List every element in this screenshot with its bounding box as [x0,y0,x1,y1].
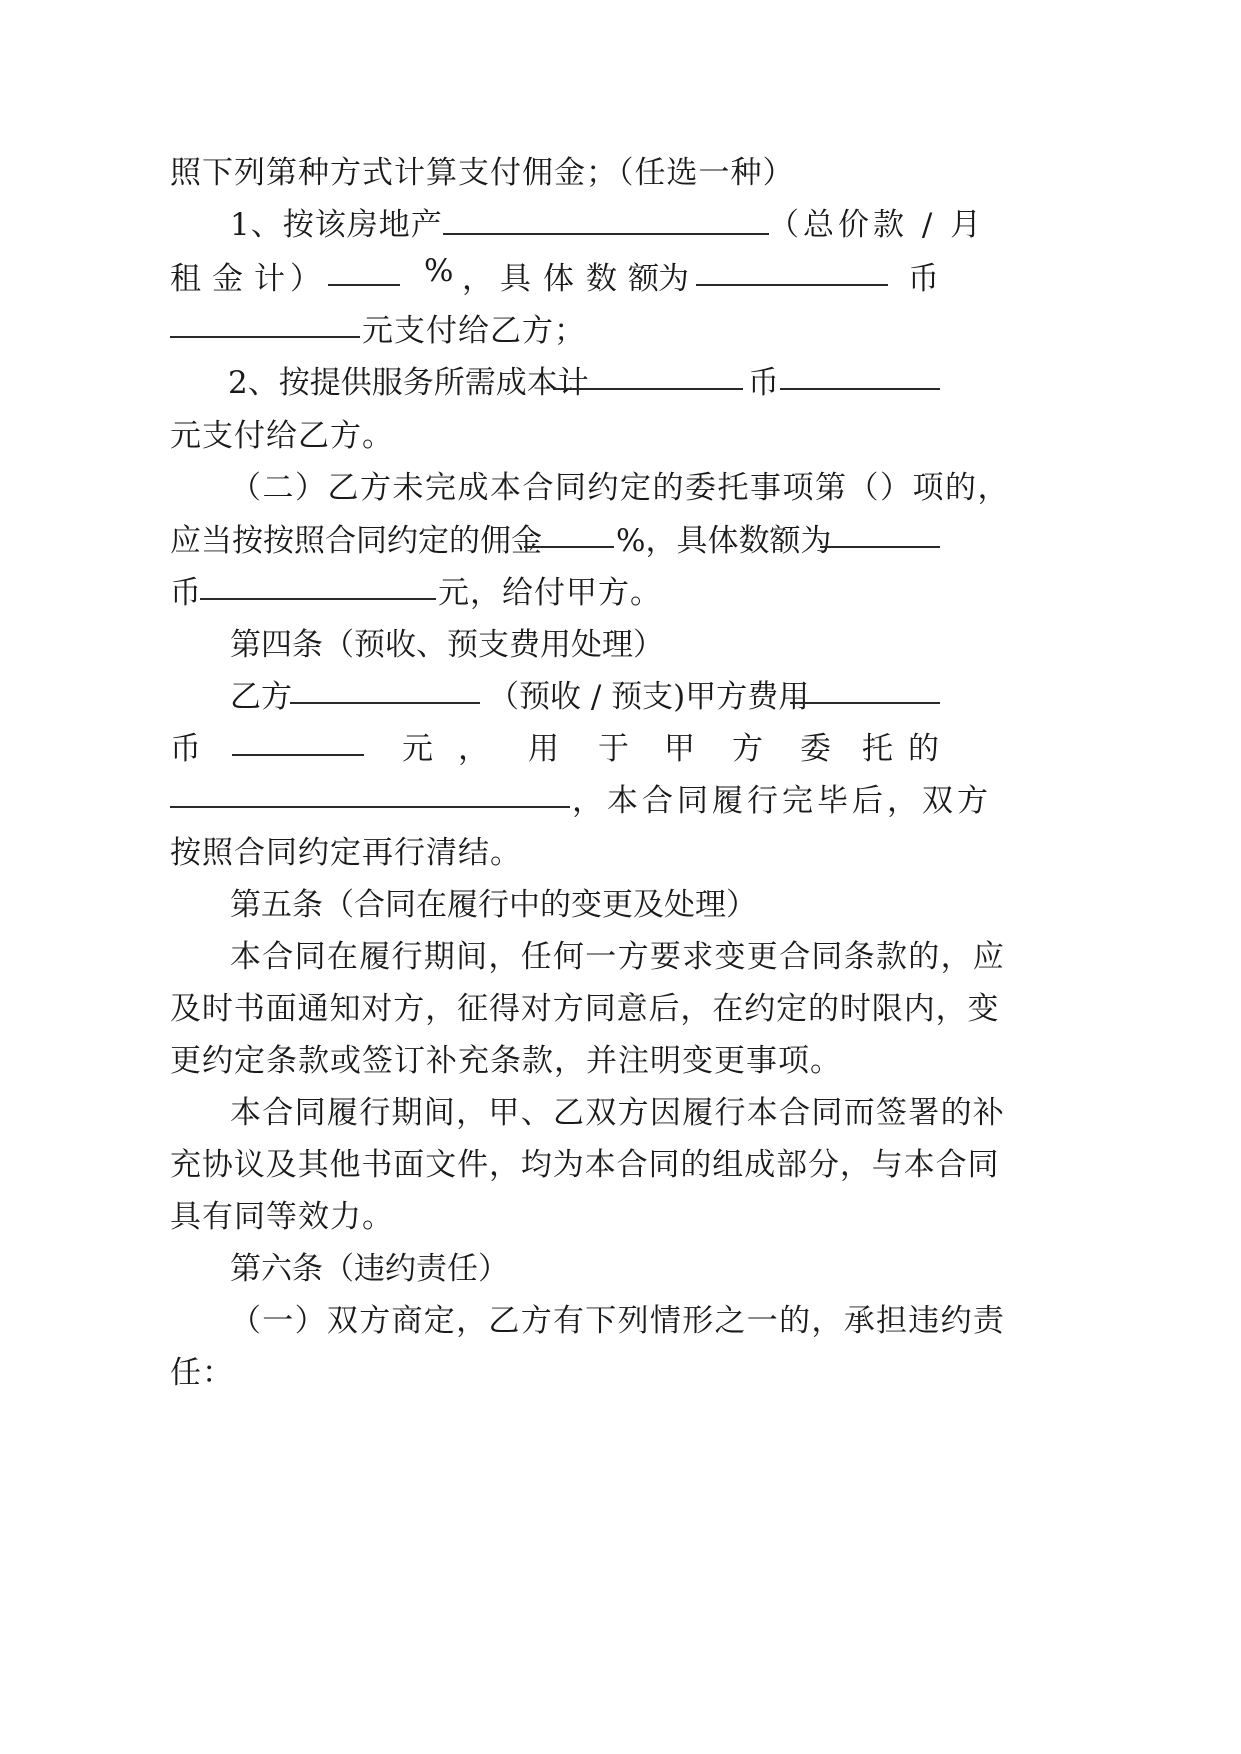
text-segment: （预收 / 预支)甲方费用 [488,679,810,715]
text-segment: ） [290,261,321,297]
paragraph-line: 元支付给乙方。 [170,418,394,454]
section-heading: 第四条（预收、预支费用处理） [230,627,664,663]
text-segment: %，具体数额为 [616,523,832,559]
paragraph-line: 按照合同约定再行清结。 [170,835,522,871]
text-segment: % [424,253,454,289]
text-segment: 应当按按照合同约定的佣金 [170,523,542,559]
text-segment: 2、按提供服务所需成本计 [228,365,589,401]
paragraph-line: 任： [170,1355,234,1391]
fill-blank [232,726,364,756]
text-segment: 体 [543,261,574,297]
text-segment: 于 [598,731,629,767]
fill-blank [170,778,570,808]
text-segment: 额 [628,261,659,297]
paragraph-line [230,199,769,244]
paragraph-line: 更约定条款或签订补充条款，并注明变更事项。 [170,1043,842,1079]
section-heading: 第五条（合同在履行中的变更及处理） [230,887,757,923]
fill-blank [780,360,940,390]
fill-blank [328,256,400,286]
text-segment: 的 [908,731,939,767]
paragraph-line: 充协议及其他书面文件，均为本合同的组成部分，与本合同 [170,1147,1000,1183]
paragraph-line: 及时书面通知对方，征得对方同意后，在约定的时限内，变 [170,991,1000,1027]
fill-blank [290,674,480,704]
text-segment: 计 [254,261,285,297]
text-segment: 数 [586,261,617,297]
fill-blank [790,674,940,704]
paragraph-line: 具有同等效力。 [170,1199,394,1235]
text-segment: 委 [800,731,831,767]
text-segment: 为 [658,261,689,297]
text-segment: ， [462,261,493,297]
fill-blank [524,518,614,548]
text-segment: 租 [170,261,201,297]
fill-blank [200,570,436,600]
text-segment: 币 [748,365,779,401]
paragraph-line: （二）乙方未完成本合同约定的委托事项第（）项的， [230,470,1010,506]
paragraph-line: （一）双方商定，乙方有下列情形之一的，承担违约责 [230,1303,1006,1339]
text-segment: 金 [212,261,243,297]
text-segment: 托 [862,731,893,767]
paragraph-line: 本合同履行期间，甲、乙双方因履行本合同而签署的补 [230,1095,1006,1131]
paragraph-line: 照下列第种方式计算支付佣金；（任选一种） [170,155,795,191]
text-segment: 1、按该房地产 [230,207,443,243]
text-segment: 甲 [664,731,695,767]
text-segment: 币 [908,261,939,297]
text-segment: 方 [732,731,763,767]
fill-blank [553,360,743,390]
paragraph-line: 元支付给乙方； [362,313,586,349]
paragraph-line: 本合同在履行期间，任何一方要求变更合同条款的，应 [230,939,1006,975]
text-segment: （总价款 / 月 [768,207,986,243]
fill-blank [820,518,940,548]
section-heading: 第六条（违约责任） [230,1251,509,1287]
fill-blank [696,256,888,286]
text-segment: 元 [402,731,433,767]
text-segment: ， [458,731,489,767]
text-segment: 乙方 [230,679,292,715]
text-segment: ，本合同履行完毕后，双方 [572,783,992,819]
text-segment: 元，给付甲方。 [438,575,662,611]
fill-blank [170,308,360,338]
fill-blank [443,205,769,235]
text-segment: 币 [170,575,201,611]
text-segment: 用 [528,731,559,767]
text-segment: 具 [500,261,531,297]
text-segment: 币 [170,731,201,767]
